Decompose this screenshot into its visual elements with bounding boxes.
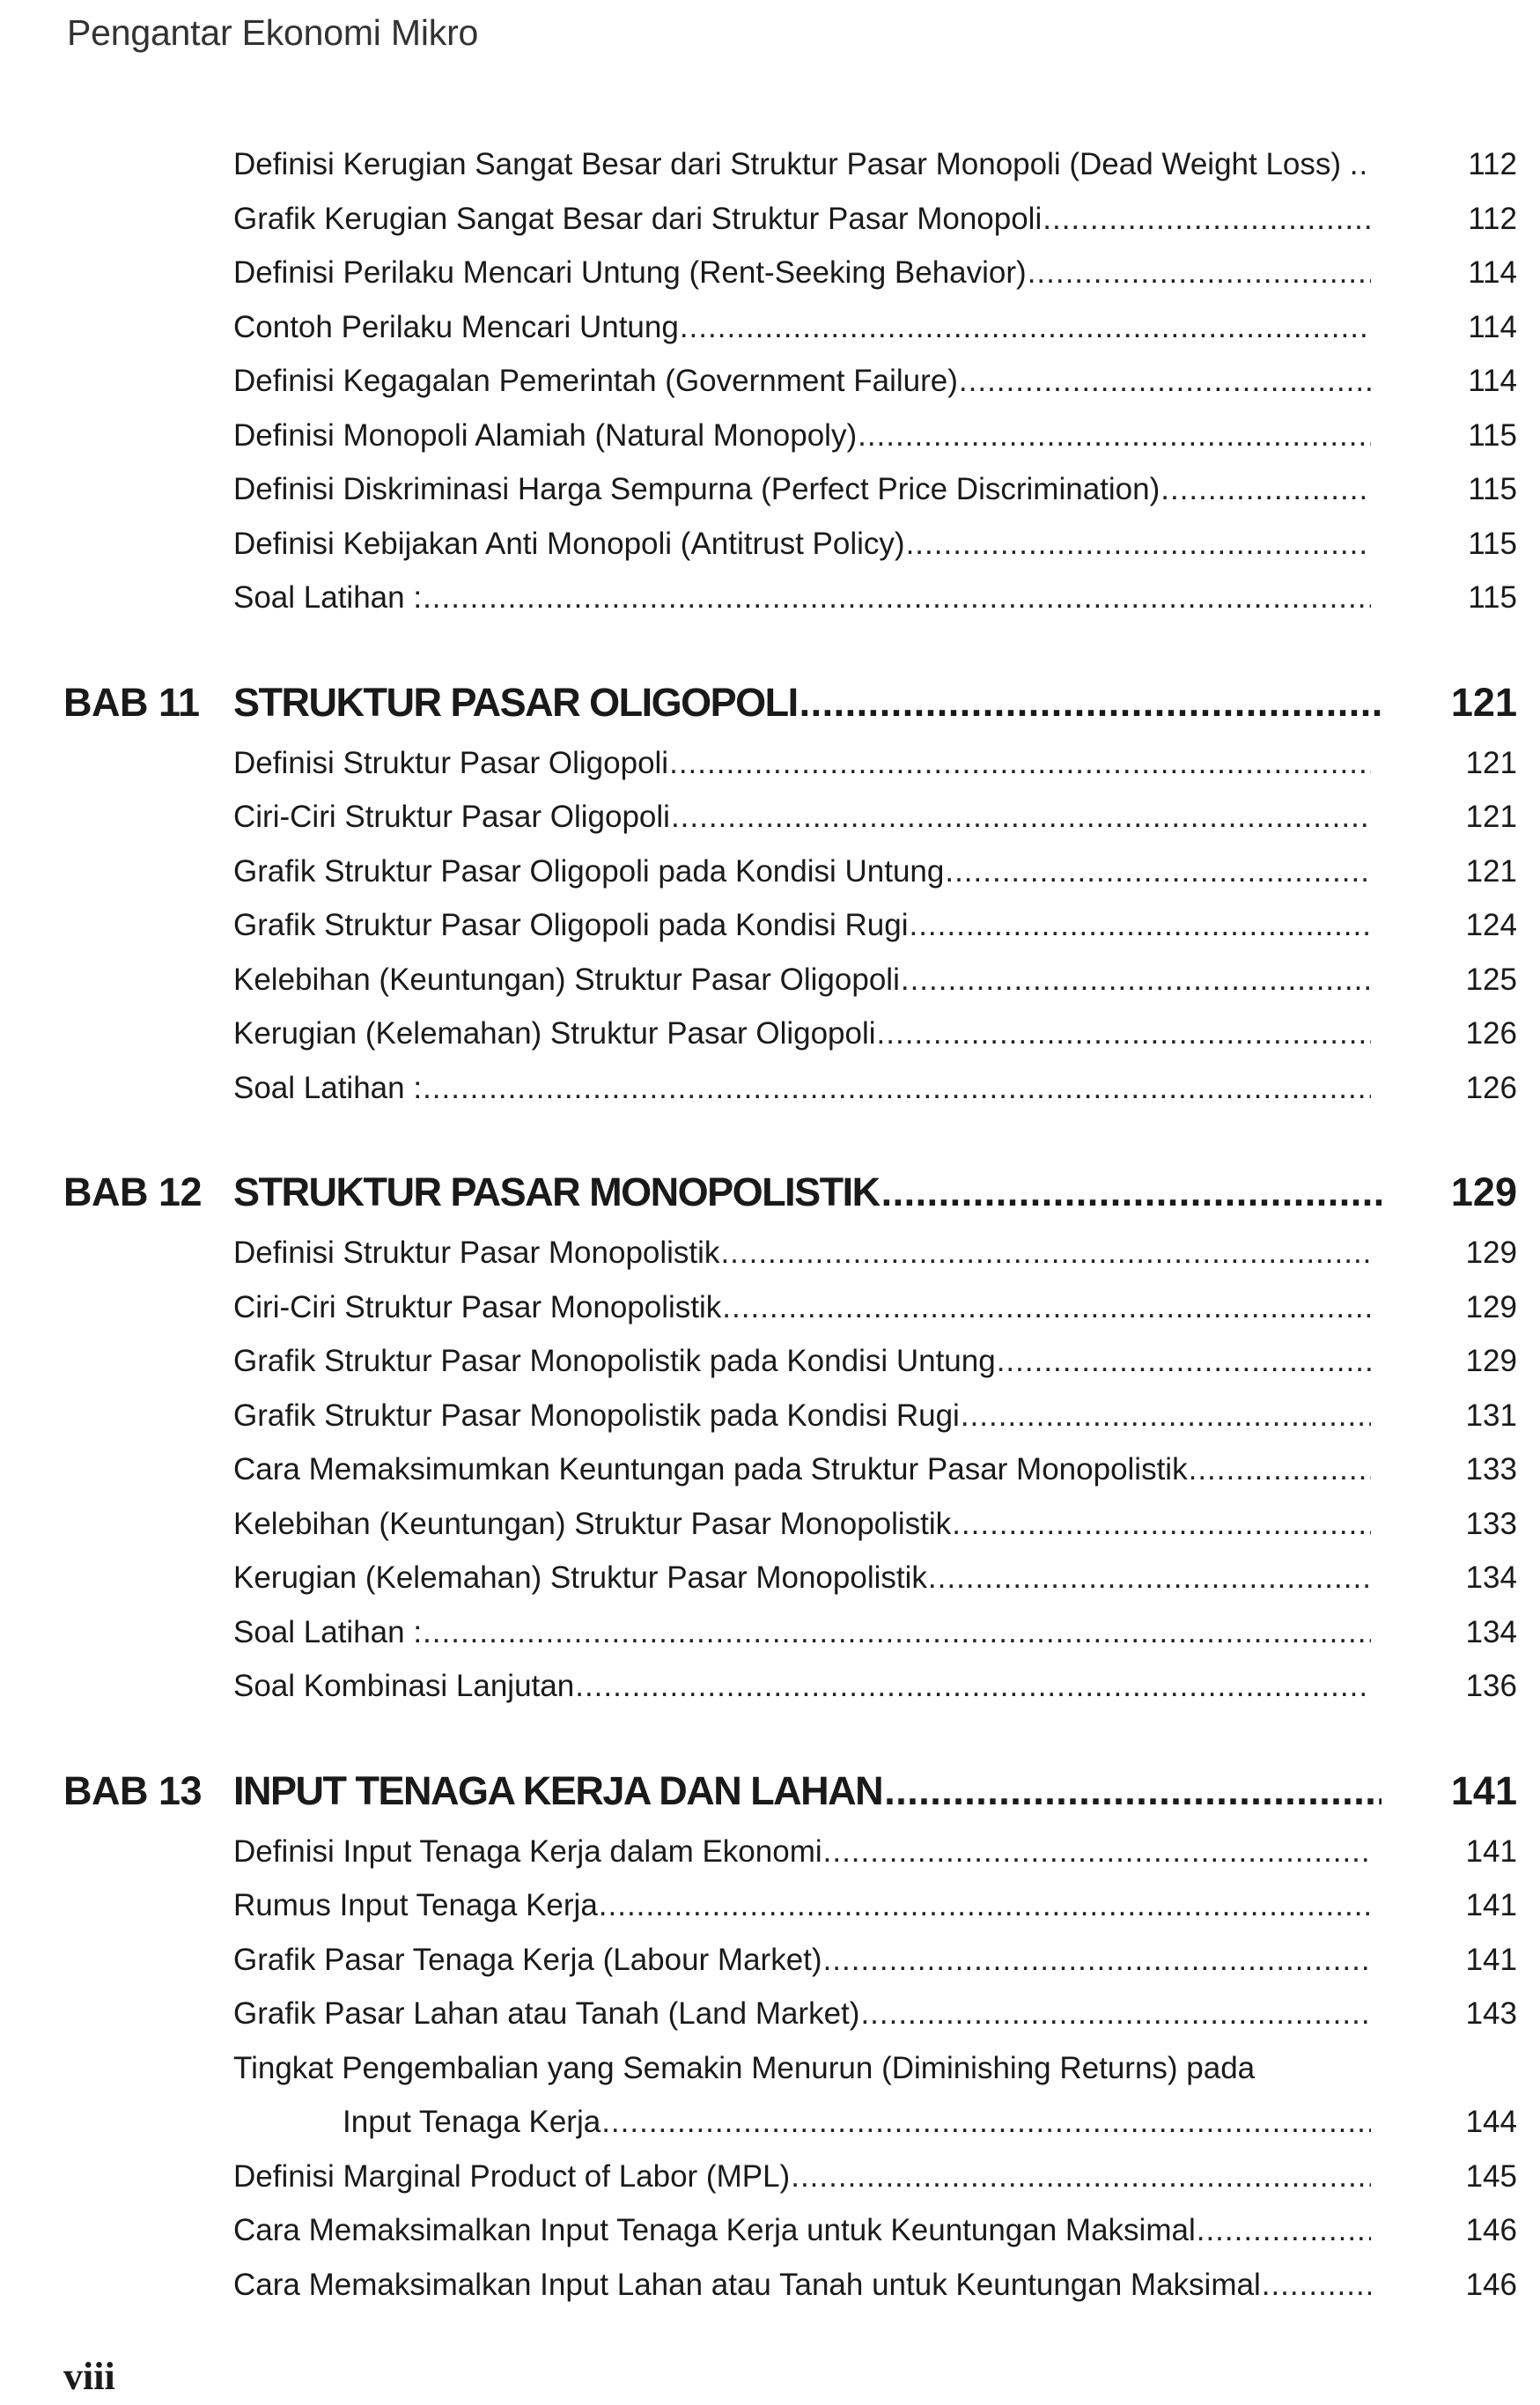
toc-entry-page: 145 — [1465, 2158, 1517, 2194]
toc-entry-page: 129 — [1465, 1289, 1517, 1324]
dot-leader — [884, 1766, 1382, 1817]
toc-entry[interactable] — [233, 579, 1517, 617]
toc-entry[interactable] — [233, 1450, 1517, 1489]
toc-entry[interactable] — [233, 417, 1517, 455]
toc-entry[interactable] — [233, 1995, 1517, 2033]
dot-leader — [575, 1667, 1371, 1706]
chapter-page: 129 — [1450, 1169, 1517, 1214]
dot-leader — [599, 1886, 1371, 1925]
toc-entry-page: 115 — [1468, 472, 1517, 506]
toc-entry-page: 114 — [1468, 309, 1517, 344]
toc-entry[interactable] — [233, 1941, 1517, 1980]
toc-entry[interactable] — [233, 1014, 1517, 1053]
toc-entry-label: Grafik Struktur Pasar Oligopoli pada Kondisi Untung — [233, 853, 945, 889]
running-header: Pengantar Ekonomi Mikro — [67, 12, 479, 53]
toc-entry-page: 126 — [1465, 1016, 1517, 1051]
dot-leader — [860, 1995, 1371, 2033]
toc-entry[interactable] — [233, 1397, 1517, 1435]
dot-leader — [945, 852, 1371, 891]
dot-leader — [423, 1069, 1371, 1108]
toc-entry-label: Tingkat Pengembalian yang Semakin Menurun (Diminishing Returns) pada — [233, 2050, 1256, 2085]
toc-entry-label: Grafik Struktur Pasar Monopolistik pada Kondisi Rugi — [233, 1398, 960, 1433]
toc-entry-page: 133 — [1465, 1452, 1517, 1487]
toc-entry-label: Definisi Struktur Pasar Oligopoli — [233, 745, 669, 780]
toc-entry-page: 121 — [1465, 853, 1517, 889]
dot-leader — [423, 579, 1371, 617]
toc-entry-page: 143 — [1465, 1996, 1517, 2031]
dot-leader — [1197, 2211, 1371, 2250]
toc-entry-label: Contoh Perilaku Mencari Untung — [233, 309, 679, 344]
toc-entry-label: Grafik Struktur Pasar Monopolistik pada Kondisi Untung — [233, 1344, 996, 1378]
dot-leader — [959, 362, 1371, 401]
toc-entry-label: Kerugian (Kelemahan) Struktur Pasar Monopolistik — [233, 1560, 927, 1595]
toc-entry-label: Cara Memaksimalkan Input Tenaga Kerja untuk Keuntungan Maksimal — [233, 2213, 1196, 2247]
chapter-heading[interactable] — [63, 677, 1517, 728]
page-number: viii — [63, 2355, 115, 2398]
chapter-title: STRUKTUR PASAR MONOPOLISTIK — [233, 1169, 880, 1214]
toc-entry[interactable] — [233, 2049, 1517, 2088]
toc-entry[interactable] — [233, 2103, 1517, 2142]
dot-leader — [906, 525, 1371, 564]
toc-entry-label: Kerugian (Kelemahan) Struktur Pasar Oligopoli — [233, 1016, 876, 1051]
chapter-page: 141 — [1450, 1767, 1517, 1813]
toc-entry-label: Cara Memaksimumkan Keuntungan pada Struktur Pasar Monopolistik — [233, 1452, 1188, 1487]
dot-leader — [1028, 254, 1371, 292]
toc-entry[interactable] — [233, 906, 1517, 945]
toc-entry-label: Kelebihan (Keuntungan) Struktur Pasar Monopolistik — [233, 1506, 952, 1541]
toc-entry[interactable] — [233, 2266, 1517, 2305]
toc-entry-label: Ciri-Ciri Struktur Pasar Oligopoli — [233, 800, 670, 834]
toc-entry-label: Definisi Kerugian Sangat Besar dari Struktur Pasar Monopoli (Dead Weight Loss) . — [233, 147, 1359, 181]
dot-leader — [881, 1167, 1382, 1218]
chapter-page: 121 — [1450, 679, 1517, 725]
toc-entry[interactable] — [233, 1613, 1517, 1652]
dot-leader — [669, 744, 1371, 783]
toc-entry[interactable] — [233, 1288, 1517, 1327]
toc-entry[interactable] — [233, 2211, 1517, 2250]
dot-leader — [1189, 1450, 1371, 1489]
dot-leader — [928, 1559, 1371, 1597]
dot-leader — [722, 1288, 1371, 1327]
dot-leader — [720, 1234, 1371, 1273]
toc-entry[interactable] — [233, 1833, 1517, 1871]
toc-entry[interactable] — [233, 1505, 1517, 1544]
toc-entry-page: 141 — [1465, 1942, 1517, 1977]
toc-entry-label: Grafik Kerugian Sangat Besar dari Struktur Pasar Monopoli — [233, 201, 1043, 236]
toc-entry-label: Soal Latihan : — [233, 1614, 423, 1649]
dot-leader — [877, 1014, 1371, 1053]
chapter-number: BAB 12 — [63, 1169, 203, 1214]
dot-leader — [791, 2158, 1371, 2196]
toc-entry-page: 121 — [1465, 745, 1517, 780]
toc-entry-page: 141 — [1465, 1888, 1517, 1922]
dot-leader — [601, 2103, 1371, 2142]
toc-entry-page: 129 — [1465, 1344, 1517, 1378]
toc-entry[interactable] — [233, 200, 1517, 239]
toc-entry-label: Soal Latihan : — [233, 580, 423, 615]
dot-leader — [1359, 145, 1371, 184]
toc-entry[interactable] — [233, 145, 1517, 184]
toc-entry-label: Soal Kombinasi Lanjutan — [233, 1669, 575, 1703]
dot-leader — [909, 906, 1371, 945]
toc-entry[interactable] — [233, 961, 1517, 1000]
toc-entry-page: 115 — [1468, 580, 1517, 615]
dot-leader — [997, 1342, 1371, 1381]
toc-entry-label: Definisi Kegagalan Pemerintah (Government Failure) — [233, 364, 958, 398]
toc-entry[interactable] — [233, 254, 1517, 292]
toc-entry-label: Grafik Pasar Tenaga Kerja (Labour Market) — [233, 1942, 822, 1977]
dot-leader — [901, 961, 1371, 1000]
toc-entry[interactable] — [233, 1559, 1517, 1597]
toc-entry[interactable] — [233, 308, 1517, 347]
chapter-heading[interactable] — [63, 1766, 1517, 1817]
dot-leader — [1262, 2266, 1371, 2305]
toc-entry[interactable] — [233, 2158, 1517, 2196]
dot-leader — [671, 798, 1371, 837]
dot-leader — [961, 1397, 1371, 1435]
dot-leader — [823, 1833, 1371, 1871]
toc-entry[interactable] — [233, 852, 1517, 891]
dot-leader — [1043, 200, 1371, 239]
dot-leader — [952, 1505, 1371, 1544]
toc-entry-page: 114 — [1468, 255, 1517, 290]
toc-entry-label: Definisi Monopoli Alamiah (Natural Monopoly) — [233, 417, 858, 453]
chapter-number: BAB 11 — [63, 679, 200, 725]
toc-entry-label: Input Tenaga Kerja — [343, 2105, 601, 2139]
toc-entry[interactable] — [233, 1667, 1517, 1706]
toc-entry-label: Kelebihan (Keuntungan) Struktur Pasar Oligopoli — [233, 962, 900, 997]
toc-entry-page: 146 — [1465, 2213, 1517, 2247]
chapter-number: BAB 13 — [63, 1767, 203, 1813]
toc-entry-page: 146 — [1465, 2267, 1517, 2302]
chapter-title: INPUT TENAGA KERJA DAN LAHAN — [233, 1767, 883, 1813]
chapter-heading[interactable] — [63, 1167, 1517, 1218]
toc-entry-page: 124 — [1465, 908, 1517, 942]
toc-entry-label: Definisi Struktur Pasar Monopolistik — [233, 1236, 720, 1270]
toc-entry-label: Definisi Diskriminasi Harga Sempurna (Perfect Price Discrimination) — [233, 472, 1161, 506]
toc-entry-label: Soal Latihan : — [233, 1070, 423, 1105]
toc-entry-page: 144 — [1465, 2105, 1517, 2139]
toc-entry-page: 131 — [1465, 1398, 1517, 1433]
toc-entry-page: 129 — [1465, 1236, 1517, 1270]
toc-entry[interactable] — [233, 1342, 1517, 1381]
toc-entry-label: Grafik Struktur Pasar Oligopoli pada Kondisi Rugi — [233, 908, 909, 942]
toc-entry-page: 134 — [1465, 1560, 1517, 1595]
dot-leader — [423, 1613, 1371, 1652]
toc-entry-page: 114 — [1468, 364, 1517, 398]
toc-entry[interactable] — [233, 744, 1517, 783]
dot-leader — [858, 417, 1371, 455]
toc-entry-page: 133 — [1465, 1506, 1517, 1541]
toc-entry[interactable] — [233, 470, 1517, 509]
toc-entry-label: Definisi Marginal Product of Labor (MPL) — [233, 2158, 791, 2194]
toc-entry[interactable] — [233, 525, 1517, 564]
toc-entry-page: 115 — [1468, 526, 1517, 561]
toc-entry-page: 134 — [1465, 1614, 1517, 1649]
toc-entry[interactable] — [233, 362, 1517, 401]
toc-entry-page: 136 — [1465, 1669, 1517, 1703]
toc-entry-label: Definisi Perilaku Mencari Untung (Rent-Seeking Behavior) — [233, 255, 1027, 290]
toc-entry-page: 112 — [1468, 147, 1517, 181]
toc-entry-label: Rumus Input Tenaga Kerja — [233, 1888, 598, 1922]
toc-entry-label: Cara Memaksimalkan Input Lahan atau Tanah untuk Keuntungan Maksimal — [233, 2267, 1261, 2302]
toc-entry-label: Ciri-Ciri Struktur Pasar Monopolistik — [233, 1289, 722, 1324]
toc-entry-label: Definisi Input Tenaga Kerja dalam Ekonomi — [233, 1833, 822, 1869]
toc-entry-page: 121 — [1465, 800, 1517, 834]
dot-leader — [680, 308, 1371, 347]
toc-entry-page: 141 — [1465, 1833, 1517, 1869]
toc-entry[interactable] — [233, 1234, 1517, 1273]
toc-entry-label: Grafik Pasar Lahan atau Tanah (Land Market) — [233, 1996, 860, 2031]
dot-leader — [823, 1941, 1371, 1980]
toc-entry-page: 115 — [1468, 417, 1517, 453]
toc-entry-page: 126 — [1465, 1070, 1517, 1105]
toc-entry[interactable] — [233, 1069, 1517, 1108]
toc-entry-label: Definisi Kebijakan Anti Monopoli (Antitrust Policy) — [233, 526, 905, 561]
dot-leader — [799, 677, 1382, 728]
chapter-title: STRUKTUR PASAR OLIGOPOLI — [233, 679, 798, 725]
dot-leader — [1161, 470, 1371, 509]
toc-entry-page: 112 — [1468, 201, 1517, 236]
toc-entry[interactable] — [233, 798, 1517, 837]
toc-entry[interactable] — [233, 1886, 1517, 1925]
toc-entry-page: 125 — [1465, 962, 1517, 997]
